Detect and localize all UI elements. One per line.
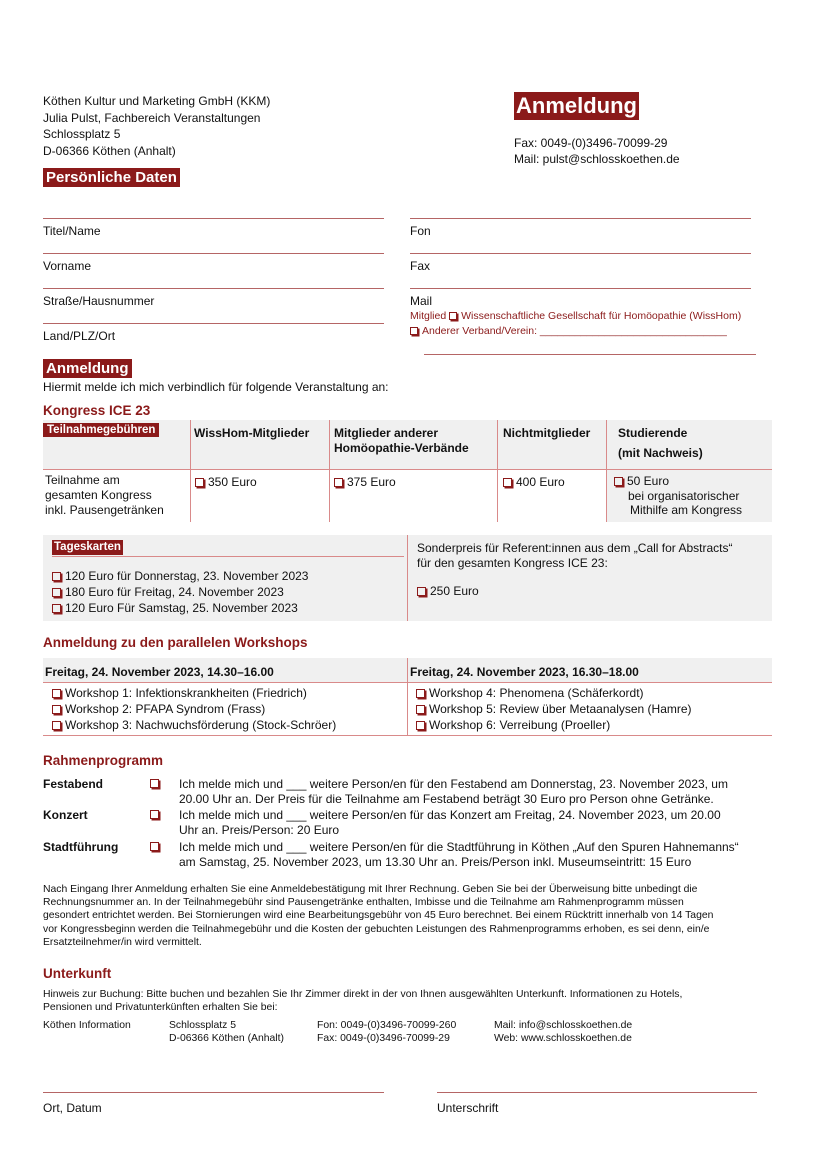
lodging-heading: Unterkunft [43,966,112,981]
workshop-label: Workshop 5: Review über Metaanalysen (Hamre) [429,702,692,716]
program-item-text [179,808,773,838]
day-ticket-option[interactable] [52,584,308,600]
row-label-line: gesamten Kongress [45,488,152,502]
congress-title: Kongress ICE 23 [43,403,151,418]
lodging-address-line: D-06366 Köthen (Anhalt) [169,1033,284,1044]
workshop-option[interactable] [416,701,692,717]
city-input-line[interactable] [43,323,384,324]
page-title: Anmeldung [516,93,637,118]
lodging-mail-web [494,1019,632,1045]
checkbox-icon[interactable] [52,604,61,613]
workshops-divider [407,658,408,736]
checkbox-icon[interactable] [410,327,418,335]
price-label: 350 Euro [208,475,257,489]
checkbox-icon[interactable] [334,478,343,487]
program-line: am Samstag, 25. November 2023, um 13.30 Uhr an. Preis/Person inkl. Museumseintritt: 15 Euro [179,855,692,869]
field-label: Straße/Hausnummer [43,294,155,308]
place-date-line[interactable] [43,1092,384,1093]
program-item-text [179,840,773,870]
signature-line[interactable] [437,1092,757,1093]
other-option-label: Anderer Verband/Verein: ________________________________ [422,325,727,337]
checkbox-icon[interactable] [416,721,425,730]
sender-line: Julia Pulst, Fachbereich Veranstaltungen [43,110,261,125]
notice-line: Ersatzteilnehmer/in wird vermittelt. [43,936,202,948]
table-col-divider [190,420,191,522]
sender-address [43,93,270,159]
row-label [45,473,164,518]
lodging-address-line: Schlossplatz 5 [169,1020,236,1031]
speaker-price-option[interactable] [417,584,479,599]
checkbox-icon[interactable] [150,842,159,851]
checkbox-icon[interactable] [416,705,425,714]
price-label: 50 Euro [627,474,670,488]
member-option-label: Wissenschaftliche Gesellschaft für Homöopathie (WissHom) [461,310,742,322]
field-label: Vorname [43,259,92,273]
other-association-line[interactable] [424,354,756,355]
program-line: 20.00 Uhr an. Der Preis für die Teilnahme am Festabend beträgt 30 Euro pro Person ohne Getränke. [179,792,714,806]
lodging-hint [43,988,773,1014]
program-item-name: Stadtführung [43,840,119,854]
workshop-option[interactable] [416,717,692,733]
students-extra-1: bei organisatorischer [628,489,740,503]
workshop-label: Workshop 2: PFAPA Syndrom (Frass) [65,702,266,716]
speaker-price-label: 250 Euro [430,584,479,598]
program-line: Uhr an. Preis/Person: 20 Euro [179,823,340,837]
checkbox-icon[interactable] [52,572,61,581]
col-header: Studierende [618,426,688,440]
membership-option [410,310,741,322]
day-ticket-option[interactable] [52,568,308,584]
checkbox-icon[interactable] [52,721,61,730]
workshops-heading: Anmeldung zu den parallelen Workshops [43,635,308,650]
sender-line: D-06366 Köthen (Anhalt) [43,143,176,158]
day-tickets-rule [52,556,404,557]
lodging-hint-line: Pensionen und Privatunterkünften erhalten Sie bei: [43,1002,278,1013]
firstname-input-line[interactable] [43,253,384,254]
sender-line: Schlossplatz 5 [43,127,121,141]
lodging-phone-fax [317,1019,456,1045]
lodging-address [169,1019,284,1045]
place-date-label: Ort, Datum [43,1101,102,1115]
price-label: 375 Euro [347,475,396,489]
workshops-left-list [52,685,336,733]
checkbox-icon[interactable] [150,810,159,819]
day-tickets-label: Tageskarten [54,541,121,553]
signature-label: Unterschrift [437,1101,499,1115]
lodging-phone: Fon: 0049-(0)3496-70099-260 [317,1020,457,1031]
col-header-note: (mit Nachweis) [618,446,703,460]
checkbox-icon[interactable] [417,587,426,596]
registration-intro: Hiermit melde ich mich verbindlich für folgende Veranstaltung an: [43,380,389,394]
lodging-web: Web: www.schlosskoethen.de [494,1033,632,1044]
checkbox-icon[interactable] [416,689,425,698]
sender-line: Köthen Kultur und Marketing GmbH (KKM) [43,94,271,108]
personal-heading: Persönliche Daten [43,168,180,187]
lodging-org: Köthen Information [43,1020,131,1031]
fees-label: Teilnahmegebühren [43,423,159,437]
registration-heading: Anmeldung [43,359,132,378]
workshop-slot-2: Freitag, 24. November 2023, 16.30–18.00 [410,665,639,679]
workshop-option[interactable] [52,701,336,717]
notice-line: Rechnungsnummer an. In der Teilnahmegebühr sind Pausengetränke enthalten, Imbisse und die Teilnahme am Rahmenprogramm müssen [43,897,684,909]
fax-input-line[interactable] [410,253,751,254]
checkbox-icon[interactable] [195,478,204,487]
speaker-note-line: für den gesamten Kongress ICE 23: [417,556,608,570]
member-prefix: Mitglied [410,310,447,322]
lodging-hint-line: Hinweis zur Buchung: Bitte buchen und bezahlen Sie Ihr Zimmer direkt in der von Ihnen ausgewählten Unterkunft. Informationen zu Hotels, [43,989,683,1000]
notice-line: vor Kongressbeginn werden die Teilnahmegebühr und die Kosten der gebuchten Leistungen des Rahmenprogramms erhoben, es sei denn, ein/e [43,923,710,935]
workshop-label: Workshop 4: Phenomena (Schäferkordt) [429,686,644,700]
program-line: Ich melde mich und ___ weitere Person/en für die Stadtführung in Köthen „Auf den Spuren Hahnemanns“ [179,840,739,854]
phone-input-line[interactable] [410,218,751,219]
field-label: Titel/Name [43,224,101,238]
workshops-right-list [416,685,692,733]
workshop-label: Workshop 6: Verreibung (Proeller) [429,718,611,732]
program-heading: Rahmenprogramm [43,753,164,768]
checkbox-icon[interactable] [52,689,61,698]
workshop-label: Workshop 1: Infektionskrankheiten (Friedrich) [65,686,307,700]
program-line: Ich melde mich und ___ weitere Person/en für den Festabend am Donnerstag, 23. November 2023, um [179,777,728,791]
day-ticket-option[interactable] [52,600,308,616]
contact-mail: Mail: pulst@schlosskoethen.de [514,152,680,166]
table-col-divider [329,420,330,522]
col-header: Nichtmitglieder [503,426,591,440]
other-association-option [410,325,727,337]
day-ticket-label: 120 Euro Für Samstag, 25. November 2023 [65,601,298,615]
checkbox-icon[interactable] [449,312,457,320]
field-label: Mail [410,294,433,308]
lodging-fax: Fax: 0049-(0)3496-70099-29 [317,1033,450,1044]
workshop-slot-1: Freitag, 24. November 2023, 14.30–16.00 [45,665,274,679]
price-label: 400 Euro [516,475,565,489]
row-label-line: inkl. Pausengetränken [45,503,164,517]
day-tickets-list [52,568,308,616]
contact-block [514,135,680,167]
mail-input-line[interactable] [410,288,751,289]
notice-line: Nach Eingang Ihrer Anmeldung erhalten Sie eine Anmeldebestätigung mit Ihrer Rechnung. Geben Sie bei der Überweisung bitte unbedingt die [43,884,698,895]
checkbox-icon[interactable] [503,478,512,487]
terms-notice [43,883,773,949]
field-label: Land/PLZ/Ort [43,329,116,343]
day-tickets-divider [407,535,408,621]
checkbox-icon[interactable] [52,705,61,714]
workshop-label: Workshop 3: Nachwuchsförderung (Stock-Schröer) [65,718,337,732]
row-label-line: Teilnahme am [45,473,120,487]
notice-line: gesondert entrichtet werden. Bei Stornierungen wird eine Bearbeitungsgebühr von 45 Euro berechnet. Bei einem Rücktritt innerhalb von 14 Tagen [43,910,714,922]
day-ticket-label: 120 Euro für Donnerstag, 23. November 2023 [65,569,309,583]
program-line: Ich melde mich und ___ weitere Person/en für das Konzert am Freitag, 24. November 2023, um 20.00 [179,808,721,822]
checkbox-icon[interactable] [52,588,61,597]
contact-fax: Fax: 0049-(0)3496-70099-29 [514,136,668,150]
program-item-text [179,777,773,807]
price-option-students[interactable] [614,474,669,489]
street-input-line[interactable] [43,288,384,289]
price-option-other-members[interactable] [334,475,396,490]
speaker-note-line: Sonderpreis für Referent:innen aus dem „Call for Abstracts“ [417,541,733,555]
students-extra-2: Mithilfe am Kongress [630,503,743,517]
col-header: Mitglieder anderer Homöopathie-Verbände [334,426,469,455]
workshop-option[interactable] [52,717,336,733]
day-ticket-label: 180 Euro für Freitag, 24. November 2023 [65,585,284,599]
program-item-name: Konzert [43,808,88,822]
col-header: WissHom-Mitglieder [194,426,310,440]
price-option-nonmembers[interactable] [503,475,565,490]
table-col-divider [497,420,498,522]
checkbox-icon[interactable] [150,779,159,788]
workshops-rule [43,682,772,683]
name-input-line[interactable] [43,218,384,219]
workshop-option[interactable] [52,685,336,701]
checkbox-icon[interactable] [614,477,623,486]
field-label: Fax [410,259,431,273]
workshops-rule [43,735,772,736]
price-option-wisshom[interactable] [195,475,257,490]
field-label: Fon [410,224,431,238]
workshop-option[interactable] [416,685,692,701]
lodging-mail: Mail: info@schlosskoethen.de [494,1020,633,1031]
speaker-price-note [417,541,732,571]
program-item-name: Festabend [43,777,104,791]
